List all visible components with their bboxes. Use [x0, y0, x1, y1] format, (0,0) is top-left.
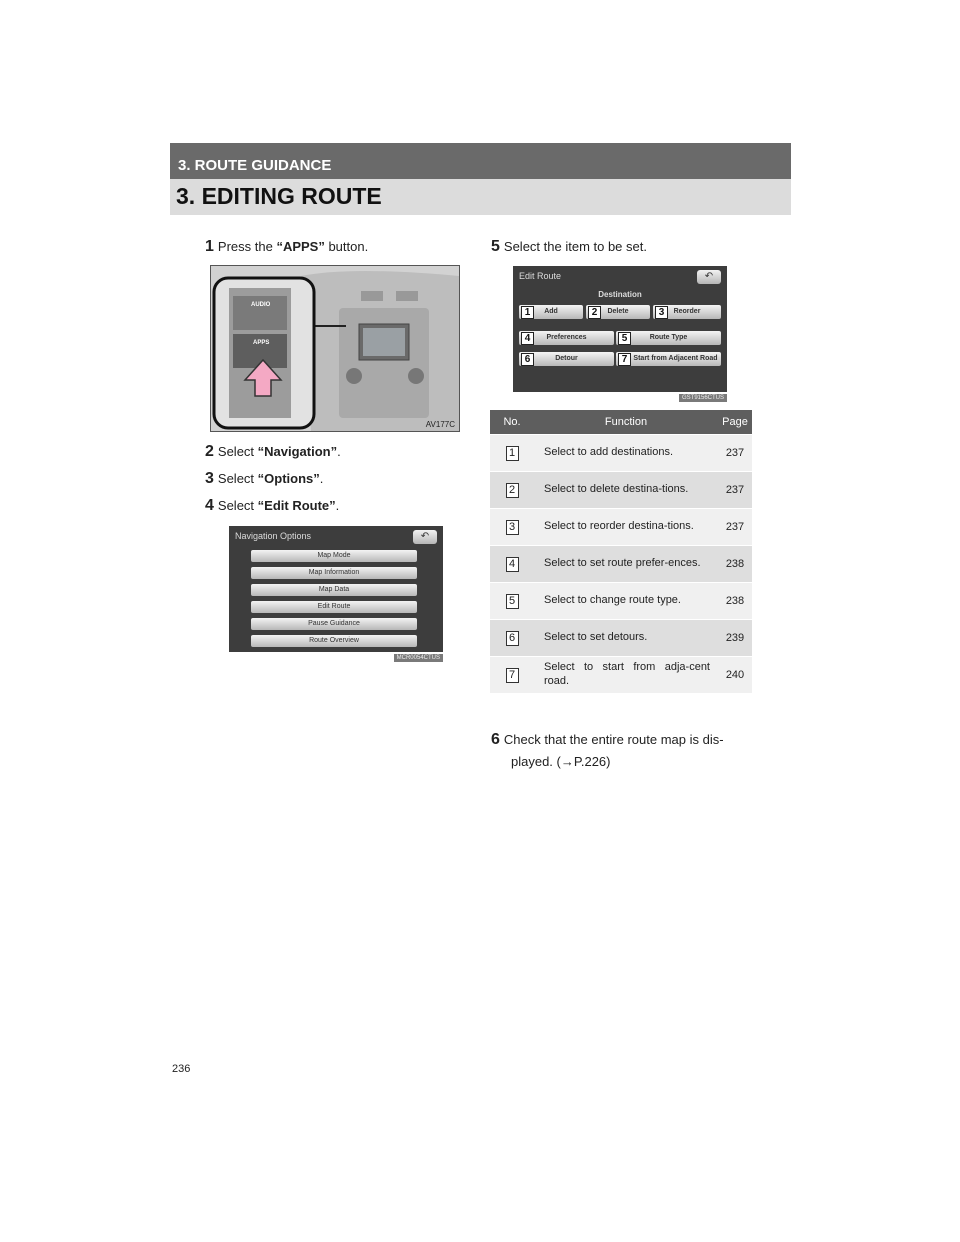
header-no: No. [490, 410, 534, 435]
callout-5: 5 [618, 332, 631, 345]
step-3: 3 Select “Options”. [205, 470, 324, 487]
back-button[interactable]: ↶ [697, 270, 721, 284]
row-number: 2 [506, 483, 519, 498]
row-page: 237 [718, 435, 752, 472]
navigation-options-screen [229, 526, 443, 661]
edit-route-button[interactable]: Edit Route [251, 601, 417, 613]
add-button[interactable]: 1 Add [519, 305, 583, 319]
row-function: Select to set detours. [534, 620, 718, 657]
row-page: 238 [718, 546, 752, 583]
destination-label: Destination [598, 290, 642, 299]
row-function: Select to delete destina-tions. [534, 472, 718, 509]
figure-code: AV177C [425, 420, 455, 429]
row-number: 5 [506, 594, 519, 609]
preferences-button[interactable]: 4 Preferences [519, 331, 614, 345]
row-number: 3 [506, 520, 519, 535]
pointer-arrow-icon [243, 358, 283, 398]
map-data-button[interactable]: Map Data [251, 584, 417, 596]
table-row [490, 620, 752, 657]
row-page: 238 [718, 583, 752, 620]
reorder-button[interactable]: 3 Reorder [653, 305, 721, 319]
apps-button-illustration [210, 265, 460, 432]
row-function: Select to add destinations. [534, 435, 718, 472]
route-type-button[interactable]: 5 Route Type [616, 331, 721, 345]
detour-button[interactable]: 6 Detour [519, 352, 614, 366]
table-row [490, 472, 752, 509]
callout-7: 7 [618, 353, 631, 366]
step-4: 4 Select “Edit Route”. [205, 497, 340, 514]
dashboard-image [211, 266, 459, 431]
delete-button[interactable]: 2 Delete [586, 305, 650, 319]
row-number: 4 [506, 557, 519, 572]
row-function: Select to start from adja-cent road. [534, 657, 718, 694]
figure-code: MCR0054CTUS [394, 654, 443, 662]
step-6: 6 Check that the entire route map is dis- played. (→P.226) [491, 731, 724, 769]
row-page: 239 [718, 620, 752, 657]
map-mode-button[interactable]: Map Mode [251, 550, 417, 562]
step-1: 1 Press the “APPS” button. [205, 238, 369, 255]
callout-2: 2 [588, 306, 601, 319]
callout-6: 6 [521, 353, 534, 366]
step-2: 2 Select “Navigation”. [205, 443, 341, 460]
row-page: 237 [718, 472, 752, 509]
back-button[interactable]: ↶ [413, 530, 437, 544]
route-overview-button[interactable]: Route Overview [251, 635, 417, 647]
header-function: Function [534, 410, 718, 435]
page-title-bar [170, 179, 791, 215]
pause-guidance-button[interactable]: Pause Guidance [251, 618, 417, 630]
header-page: Page [718, 410, 752, 435]
row-function: Select to change route type. [534, 583, 718, 620]
table-row [490, 509, 752, 546]
callout-1: 1 [521, 306, 534, 319]
step-5: 5 Select the item to be set. [491, 238, 647, 255]
figure-code: GST9156CTUS [679, 394, 727, 402]
row-function: Select to reorder destina-tions. [534, 509, 718, 546]
start-from-adjacent-road-button[interactable]: 7 Start from Adjacent Road [616, 352, 721, 366]
table-row [490, 435, 752, 472]
row-page: 237 [718, 509, 752, 546]
table-header-row [490, 410, 752, 435]
function-table [490, 410, 752, 693]
row-number: 7 [506, 668, 519, 683]
map-information-button[interactable]: Map Information [251, 567, 417, 579]
audio-label: AUDIO [251, 302, 271, 308]
row-number: 1 [506, 446, 519, 461]
table-row [490, 657, 752, 694]
row-function: Select to set route prefer-ences. [534, 546, 718, 583]
row-number: 6 [506, 631, 519, 646]
table-row [490, 583, 752, 620]
screen-title: Navigation Options [235, 531, 312, 541]
page-number: 236 [172, 1063, 191, 1075]
row-page: 240 [718, 657, 752, 694]
callout-3: 3 [655, 306, 668, 319]
page-title: 3. EDITING ROUTE [176, 183, 382, 209]
apps-label: APPS [253, 340, 270, 346]
section-title: 3. ROUTE GUIDANCE [178, 157, 332, 174]
edit-route-screen [513, 266, 727, 401]
screen-title: Edit Route [519, 271, 562, 281]
table-row [490, 546, 752, 583]
callout-4: 4 [521, 332, 534, 345]
section-header [170, 143, 791, 179]
